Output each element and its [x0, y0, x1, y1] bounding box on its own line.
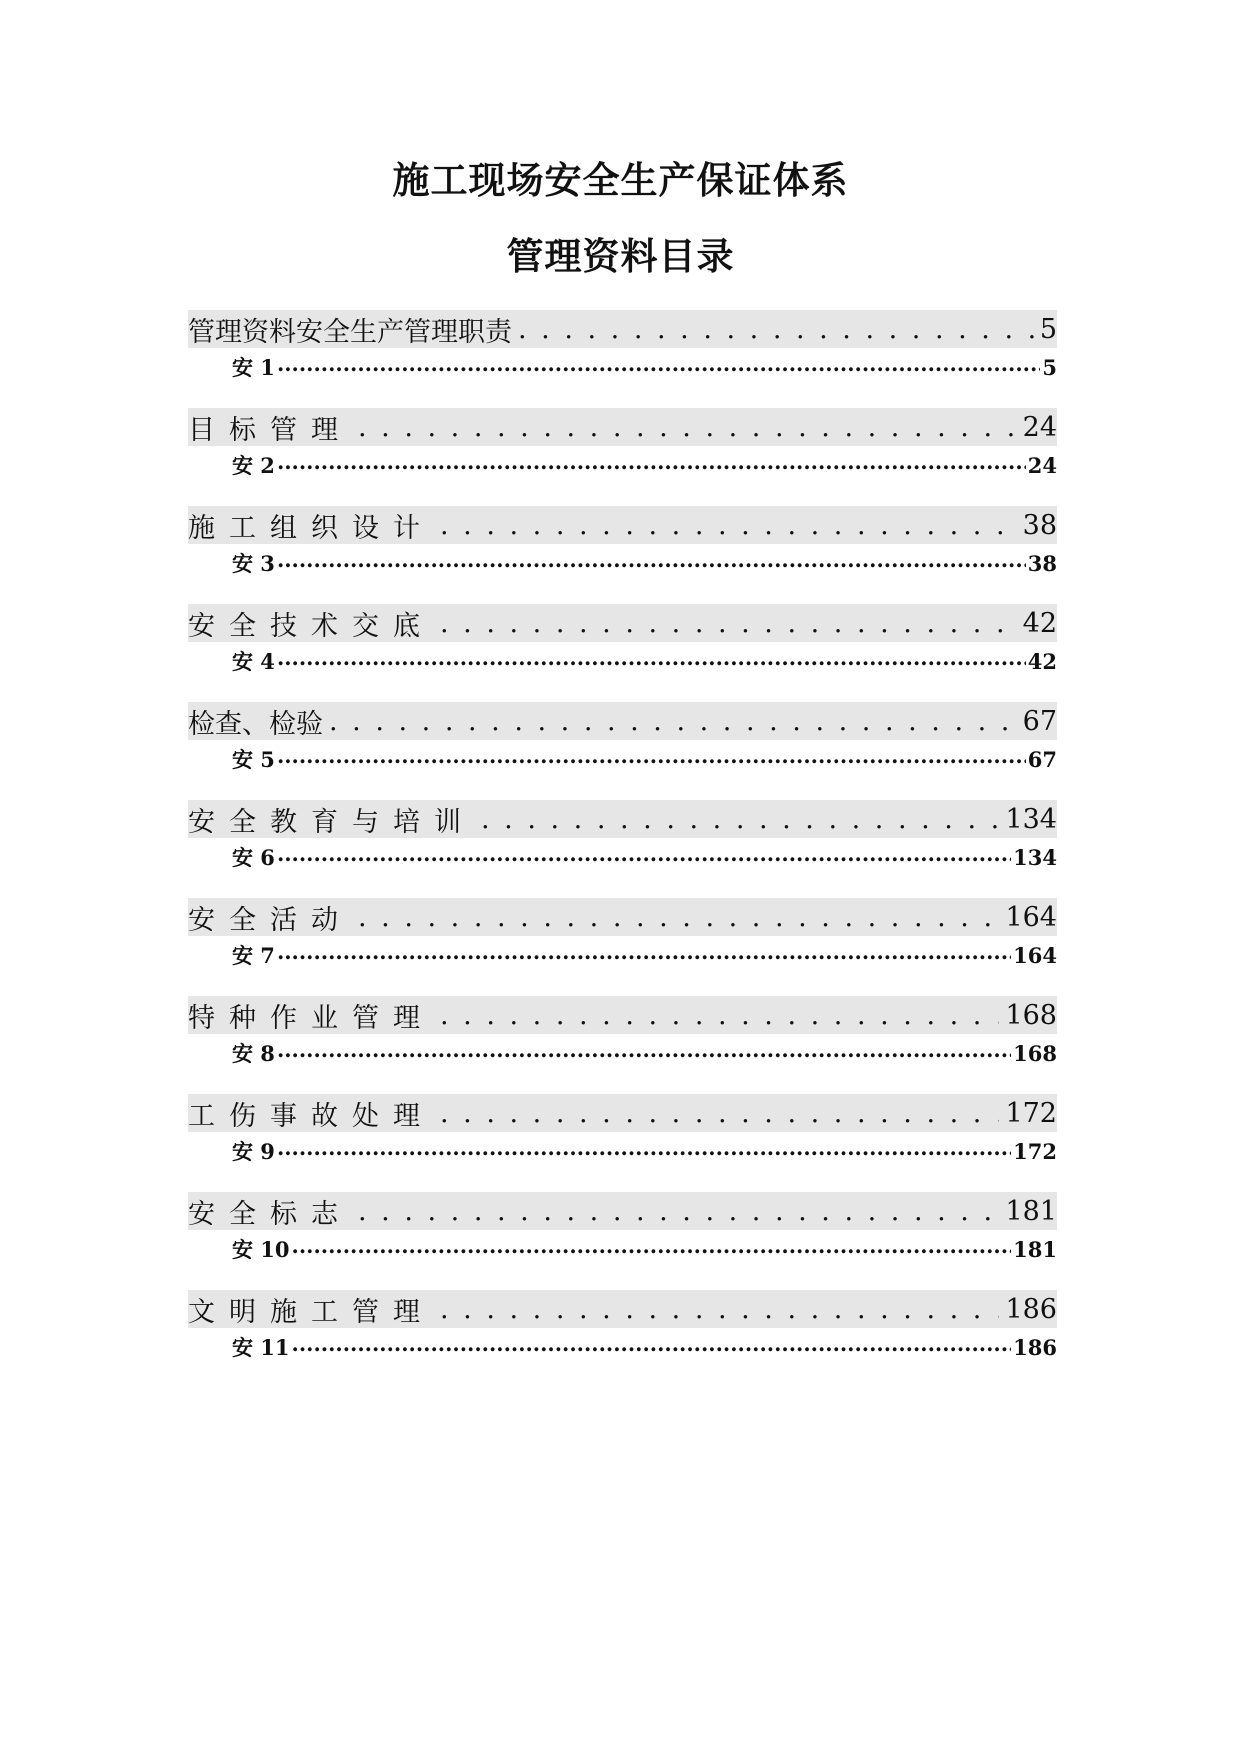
leader-dots [440, 1002, 999, 1029]
leader-dots [277, 1043, 1011, 1064]
toc-sub-entry[interactable] [188, 1230, 1057, 1268]
toc-entry-label: 安全教育与培训 [188, 806, 475, 838]
leader-dots [358, 904, 999, 931]
leader-dots [277, 357, 1040, 378]
toc-entry-page: 172 [1005, 1097, 1057, 1129]
leader-dots [277, 455, 1026, 476]
toc-sub-entry[interactable] [188, 1034, 1057, 1072]
toc-sub-entry-page: 181 [1013, 1236, 1057, 1262]
toc-sub-entry[interactable] [188, 544, 1057, 582]
toc-sub-entry-label: 安 2 [232, 453, 275, 478]
leader-dots [277, 749, 1026, 770]
leader-dots [277, 553, 1026, 574]
toc-entry-page: 24 [1022, 411, 1057, 443]
toc-entry[interactable] [188, 1290, 1057, 1328]
toc-entry-page: 38 [1022, 509, 1057, 541]
toc-entry-label: 检查、检验 [188, 708, 323, 740]
toc-entry[interactable] [188, 898, 1057, 936]
leader-dots [292, 1337, 1012, 1358]
toc-entry-label: 文明施工管理 [188, 1296, 434, 1328]
toc-sub-entry[interactable] [188, 838, 1057, 876]
leader-dots [277, 651, 1026, 672]
toc-entry[interactable] [188, 1094, 1057, 1132]
leader-dots [440, 1296, 999, 1323]
leader-dots [358, 414, 1017, 441]
leader-dots [277, 1141, 1011, 1162]
toc-sub-entry-label: 安 9 [232, 1139, 275, 1164]
toc-entry[interactable] [188, 506, 1057, 544]
toc-sub-entry-page: 42 [1027, 648, 1057, 674]
leader-dots [481, 806, 999, 833]
toc-entry-page: 181 [1005, 1195, 1057, 1227]
toc-entry-page: 5 [1039, 313, 1057, 345]
toc-sub-entry[interactable] [188, 1132, 1057, 1170]
toc-entry-page: 164 [1005, 901, 1057, 933]
toc-sub-entry[interactable] [188, 1328, 1057, 1366]
toc-sub-entry-label: 安 5 [232, 747, 275, 772]
toc-entry[interactable] [188, 408, 1057, 446]
toc-sub-entry[interactable] [188, 936, 1057, 974]
toc-sub-entry[interactable] [188, 740, 1057, 778]
toc-entry-label: 工伤事故处理 [188, 1100, 434, 1132]
toc-entry[interactable] [188, 702, 1057, 740]
toc-sub-entry[interactable] [188, 642, 1057, 680]
toc-sub-entry-label: 安 10 [232, 1237, 290, 1262]
toc-sub-entry[interactable] [188, 348, 1057, 386]
leader-dots [277, 847, 1011, 868]
toc-sub-entry-label: 安 11 [232, 1335, 290, 1360]
leader-dots [440, 512, 1017, 539]
leader-dots [440, 1100, 999, 1127]
toc-entry-label: 目标管理 [188, 414, 352, 446]
toc-sub-entry-label: 安 4 [232, 649, 275, 674]
toc-sub-entry-page: 38 [1027, 550, 1057, 576]
toc-sub-entry-page: 164 [1013, 942, 1057, 968]
toc-entry-page: 168 [1005, 999, 1057, 1031]
toc-entry-label: 安全技术交底 [188, 610, 434, 642]
toc-entry-label: 管理资料安全生产管理职责 [188, 316, 512, 348]
toc-sub-entry-label: 安 1 [232, 355, 275, 380]
toc-sub-entry-page: 5 [1042, 354, 1057, 380]
leader-dots [358, 1198, 999, 1225]
toc-entry[interactable] [188, 604, 1057, 642]
toc-sub-entry-label: 安 8 [232, 1041, 275, 1066]
toc-entry-label: 安全标志 [188, 1198, 352, 1230]
toc-entry[interactable] [188, 1192, 1057, 1230]
leader-dots [329, 708, 1017, 735]
document-title: 施工现场安全生产保证体系 [392, 158, 849, 202]
toc-entry-page: 134 [1005, 803, 1057, 835]
toc-entry[interactable] [188, 310, 1057, 348]
toc-sub-entry[interactable] [188, 446, 1057, 484]
table-of-contents [188, 310, 1057, 1388]
toc-sub-entry-page: 67 [1027, 746, 1057, 772]
toc-entry-page: 67 [1022, 705, 1057, 737]
leader-dots [518, 316, 1034, 343]
toc-entry-page: 42 [1022, 607, 1057, 639]
leader-dots [440, 610, 1017, 637]
leader-dots [277, 945, 1011, 966]
toc-sub-entry-page: 24 [1027, 452, 1057, 478]
toc-sub-entry-page: 172 [1013, 1138, 1057, 1164]
toc-entry[interactable] [188, 996, 1057, 1034]
toc-entry-label: 特种作业管理 [188, 1002, 434, 1034]
toc-sub-entry-page: 168 [1013, 1040, 1057, 1066]
toc-entry-page: 186 [1005, 1293, 1057, 1325]
toc-sub-entry-label: 安 6 [232, 845, 275, 870]
toc-entry[interactable] [188, 800, 1057, 838]
toc-sub-entry-page: 186 [1013, 1334, 1057, 1360]
toc-sub-entry-label: 安 7 [232, 943, 275, 968]
toc-sub-entry-label: 安 3 [232, 551, 275, 576]
leader-dots [292, 1239, 1012, 1260]
toc-entry-label: 安全活动 [188, 904, 352, 936]
toc-sub-entry-page: 134 [1013, 844, 1057, 870]
toc-entry-label: 施工组织设计 [188, 512, 434, 544]
document-subtitle: 管理资料目录 [506, 234, 735, 278]
